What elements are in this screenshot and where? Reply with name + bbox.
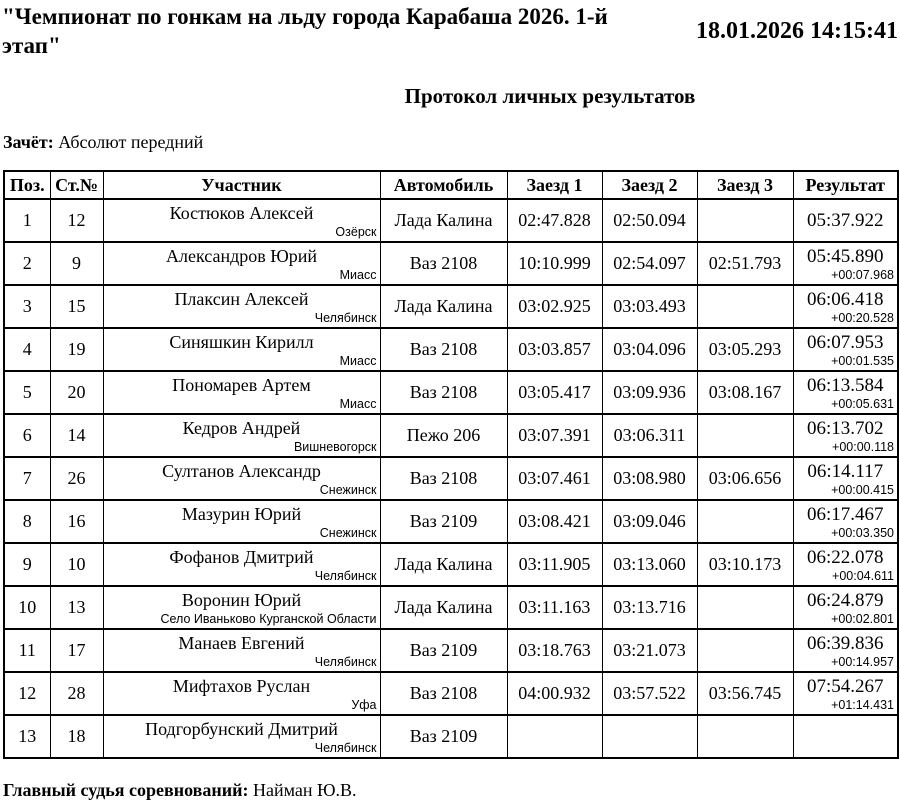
standings-line [3, 132, 900, 153]
car-cell: Ваз 2108 [380, 371, 507, 414]
result-gap: +00:00.118 [832, 440, 894, 454]
result-cell [793, 586, 898, 629]
participant-city: Снежинск [319, 483, 377, 497]
start-number-cell: 13 [50, 586, 103, 629]
result-time: 06:06.418 [806, 289, 884, 310]
participant-city: Миасс [339, 354, 377, 368]
participant-name: Александров Юрий [165, 246, 318, 266]
start-number-cell: 14 [50, 414, 103, 457]
result-time: 05:45.890 [806, 246, 884, 267]
header-cell-heat1: Заезд 1 [507, 171, 602, 199]
start-number-cell: 17 [50, 629, 103, 672]
result-gap: +01:14.431 [831, 698, 894, 712]
car-cell: Лада Калина [380, 586, 507, 629]
heat3-cell: 02:51.793 [697, 242, 793, 285]
result-gap: +00:01.535 [831, 354, 894, 368]
participant-cell [103, 715, 380, 758]
result-gap: +00:03.350 [831, 526, 894, 540]
car-cell: Лада Калина [380, 199, 507, 242]
participant-cell [103, 242, 380, 285]
car-cell: Пежо 206 [380, 414, 507, 457]
heat2-cell: 02:50.094 [602, 199, 697, 242]
start-number-cell: 12 [50, 199, 103, 242]
header-cell-result: Результат [793, 171, 898, 199]
pos-cell: 6 [4, 414, 50, 457]
participant-cell [103, 629, 380, 672]
table-row [4, 672, 898, 715]
pos-cell: 5 [4, 371, 50, 414]
participant-city: Челябинск [314, 741, 377, 755]
participant-cell [103, 672, 380, 715]
pos-cell: 7 [4, 457, 50, 500]
participant-cell [103, 457, 380, 500]
participant-city: Озёрск [335, 225, 377, 239]
header-cell-heat2: Заезд 2 [602, 171, 697, 199]
result-time: 06:13.584 [806, 375, 884, 396]
participant-city: Вишневогорск [293, 440, 377, 454]
heat1-cell: 03:11.163 [507, 586, 602, 629]
result-gap: +00:07.968 [831, 268, 894, 282]
car-cell: Ваз 2108 [380, 672, 507, 715]
judge-name: Найман Ю.В. [252, 780, 357, 800]
pos-cell: 10 [4, 586, 50, 629]
participant-city: Село Иваньково Курганской Области [160, 612, 377, 626]
result-time: 07:54.267 [806, 676, 884, 697]
participant-city: Уфа [351, 698, 377, 712]
heat1-cell: 03:07.461 [507, 457, 602, 500]
heat2-cell: 03:08.980 [602, 457, 697, 500]
heat1-cell: 03:07.391 [507, 414, 602, 457]
results-tbody [4, 199, 898, 758]
heat2-cell: 03:09.046 [602, 500, 697, 543]
heat3-cell [697, 199, 793, 242]
table-row [4, 586, 898, 629]
table-row [4, 285, 898, 328]
pos-cell: 8 [4, 500, 50, 543]
start-number-cell: 19 [50, 328, 103, 371]
heat3-cell [697, 414, 793, 457]
result-cell [793, 199, 898, 242]
table-row [4, 543, 898, 586]
result-time: 05:37.922 [806, 210, 884, 231]
heat1-cell: 03:05.417 [507, 371, 602, 414]
car-cell: Лада Калина [380, 285, 507, 328]
participant-cell [103, 500, 380, 543]
result-gap: +00:02.801 [831, 612, 894, 626]
result-cell [793, 543, 898, 586]
car-cell: Ваз 2108 [380, 457, 507, 500]
heat2-cell: 03:21.073 [602, 629, 697, 672]
result-gap: +00:05.631 [831, 397, 894, 411]
heat3-cell [697, 500, 793, 543]
heat2-cell: 03:57.522 [602, 672, 697, 715]
participant-cell [103, 543, 380, 586]
heat1-cell: 03:11.905 [507, 543, 602, 586]
participant-city: Снежинск [319, 526, 377, 540]
table-row [4, 500, 898, 543]
participant-name: Воронин Юрий [181, 590, 302, 610]
participant-cell [103, 285, 380, 328]
result-cell [793, 457, 898, 500]
result-cell [793, 629, 898, 672]
result-cell [793, 672, 898, 715]
start-number-cell: 9 [50, 242, 103, 285]
heat3-cell: 03:06.656 [697, 457, 793, 500]
document-title: "Чемпионат по гонкам на льду города Карабаша 2026. 1-й этап" [2, 4, 608, 58]
standings-value: Абсолют передний [58, 132, 204, 152]
start-number-cell: 20 [50, 371, 103, 414]
car-cell: Лада Калина [380, 543, 507, 586]
header-cell-pos: Поз. [4, 171, 50, 199]
results-table [3, 170, 899, 759]
result-cell [793, 328, 898, 371]
table-row [4, 715, 898, 758]
heat2-cell: 03:13.716 [602, 586, 697, 629]
protocol-title: Протокол личных результатов [404, 84, 696, 108]
table-row [4, 414, 898, 457]
heat2-cell: 03:06.311 [602, 414, 697, 457]
participant-city: Челябинск [314, 655, 377, 669]
car-cell: Ваз 2108 [380, 328, 507, 371]
table-row [4, 328, 898, 371]
heat2-cell: 03:09.936 [602, 371, 697, 414]
table-row [4, 629, 898, 672]
heat3-cell [697, 586, 793, 629]
car-cell: Ваз 2109 [380, 629, 507, 672]
table-row [4, 242, 898, 285]
heat1-cell [507, 715, 602, 758]
heat3-cell: 03:08.167 [697, 371, 793, 414]
result-cell [793, 242, 898, 285]
heat2-cell: 03:04.096 [602, 328, 697, 371]
table-row [4, 199, 898, 242]
start-number-cell: 18 [50, 715, 103, 758]
pos-cell: 9 [4, 543, 50, 586]
heat3-cell: 03:56.745 [697, 672, 793, 715]
result-cell [793, 500, 898, 543]
participant-city: Челябинск [314, 569, 377, 583]
result-cell [793, 715, 898, 758]
result-gap: +00:00.415 [831, 483, 894, 497]
participant-name: Костюков Алексей [169, 203, 314, 223]
heat2-cell: 03:13.060 [602, 543, 697, 586]
pos-cell: 3 [4, 285, 50, 328]
start-number-cell: 10 [50, 543, 103, 586]
result-cell [793, 414, 898, 457]
participant-city: Челябинск [314, 311, 377, 325]
header-cell-participant: Участник [103, 171, 380, 199]
participant-cell [103, 328, 380, 371]
participant-name: Мазурин Юрий [181, 504, 302, 524]
result-time: 06:17.467 [806, 504, 884, 525]
heat3-cell: 03:10.173 [697, 543, 793, 586]
pos-cell: 11 [4, 629, 50, 672]
start-number-cell: 26 [50, 457, 103, 500]
heat2-cell: 02:54.097 [602, 242, 697, 285]
participant-name: Пономарев Артем [172, 375, 311, 395]
participant-city: Миасс [339, 268, 377, 282]
header-cell-car: Автомобиль [380, 171, 507, 199]
heat3-cell: 03:05.293 [697, 328, 793, 371]
result-cell [793, 285, 898, 328]
car-cell: Ваз 2109 [380, 715, 507, 758]
result-time: 06:24.879 [806, 590, 884, 611]
standings-label: Зачёт: [3, 132, 54, 152]
heat1-cell: 02:47.828 [507, 199, 602, 242]
pos-cell: 12 [4, 672, 50, 715]
participant-name: Мифтахов Руслан [172, 676, 311, 696]
participant-name: Манаев Евгений [178, 633, 305, 653]
judge-line [3, 780, 900, 801]
start-number-cell: 16 [50, 500, 103, 543]
document-header [0, 0, 900, 60]
participant-cell [103, 199, 380, 242]
result-time: 06:07.953 [806, 332, 884, 353]
header-cell-heat3: Заезд 3 [697, 171, 793, 199]
result-time: 06:22.078 [806, 547, 884, 568]
participant-cell [103, 414, 380, 457]
participant-name: Кедров Андрей [182, 418, 301, 438]
pos-cell: 4 [4, 328, 50, 371]
header-cell-start-number: Ст.№ [50, 171, 103, 199]
heat1-cell: 03:08.421 [507, 500, 602, 543]
pos-cell: 1 [4, 199, 50, 242]
car-cell: Ваз 2109 [380, 500, 507, 543]
heat1-cell: 03:18.763 [507, 629, 602, 672]
results-table-header [4, 171, 898, 199]
result-gap: +00:20.528 [831, 311, 894, 325]
heat1-cell: 10:10.999 [507, 242, 602, 285]
car-cell: Ваз 2108 [380, 242, 507, 285]
participant-cell [103, 586, 380, 629]
heat3-cell [697, 715, 793, 758]
table-row [4, 457, 898, 500]
heat1-cell: 03:02.925 [507, 285, 602, 328]
result-time: 06:39.836 [806, 633, 884, 654]
heat2-cell [602, 715, 697, 758]
participant-name: Плаксин Алексей [174, 289, 309, 309]
result-gap: +00:14.957 [831, 655, 894, 669]
participant-name: Султанов Александр [162, 461, 321, 481]
judge-label: Главный судья соревнований: [3, 780, 249, 800]
participant-cell [103, 371, 380, 414]
start-number-cell: 15 [50, 285, 103, 328]
participant-name: Фофанов Дмитрий [169, 547, 314, 567]
result-time: 06:14.117 [807, 461, 884, 482]
participant-city: Миасс [339, 397, 377, 411]
start-number-cell: 28 [50, 672, 103, 715]
document-datetime: 18.01.2026 14:15:41 [696, 18, 898, 44]
result-gap: +00:04.611 [832, 569, 894, 583]
heat2-cell: 03:03.493 [602, 285, 697, 328]
table-row [4, 371, 898, 414]
participant-name: Подгорбунский Дмитрий [145, 719, 338, 739]
pos-cell: 13 [4, 715, 50, 758]
pos-cell: 2 [4, 242, 50, 285]
result-cell [793, 371, 898, 414]
heat1-cell: 04:00.932 [507, 672, 602, 715]
participant-name: Синяшкин Кирилл [169, 332, 314, 352]
heat3-cell [697, 285, 793, 328]
result-time: 06:13.702 [806, 418, 884, 439]
heat3-cell [697, 629, 793, 672]
heat1-cell: 03:03.857 [507, 328, 602, 371]
